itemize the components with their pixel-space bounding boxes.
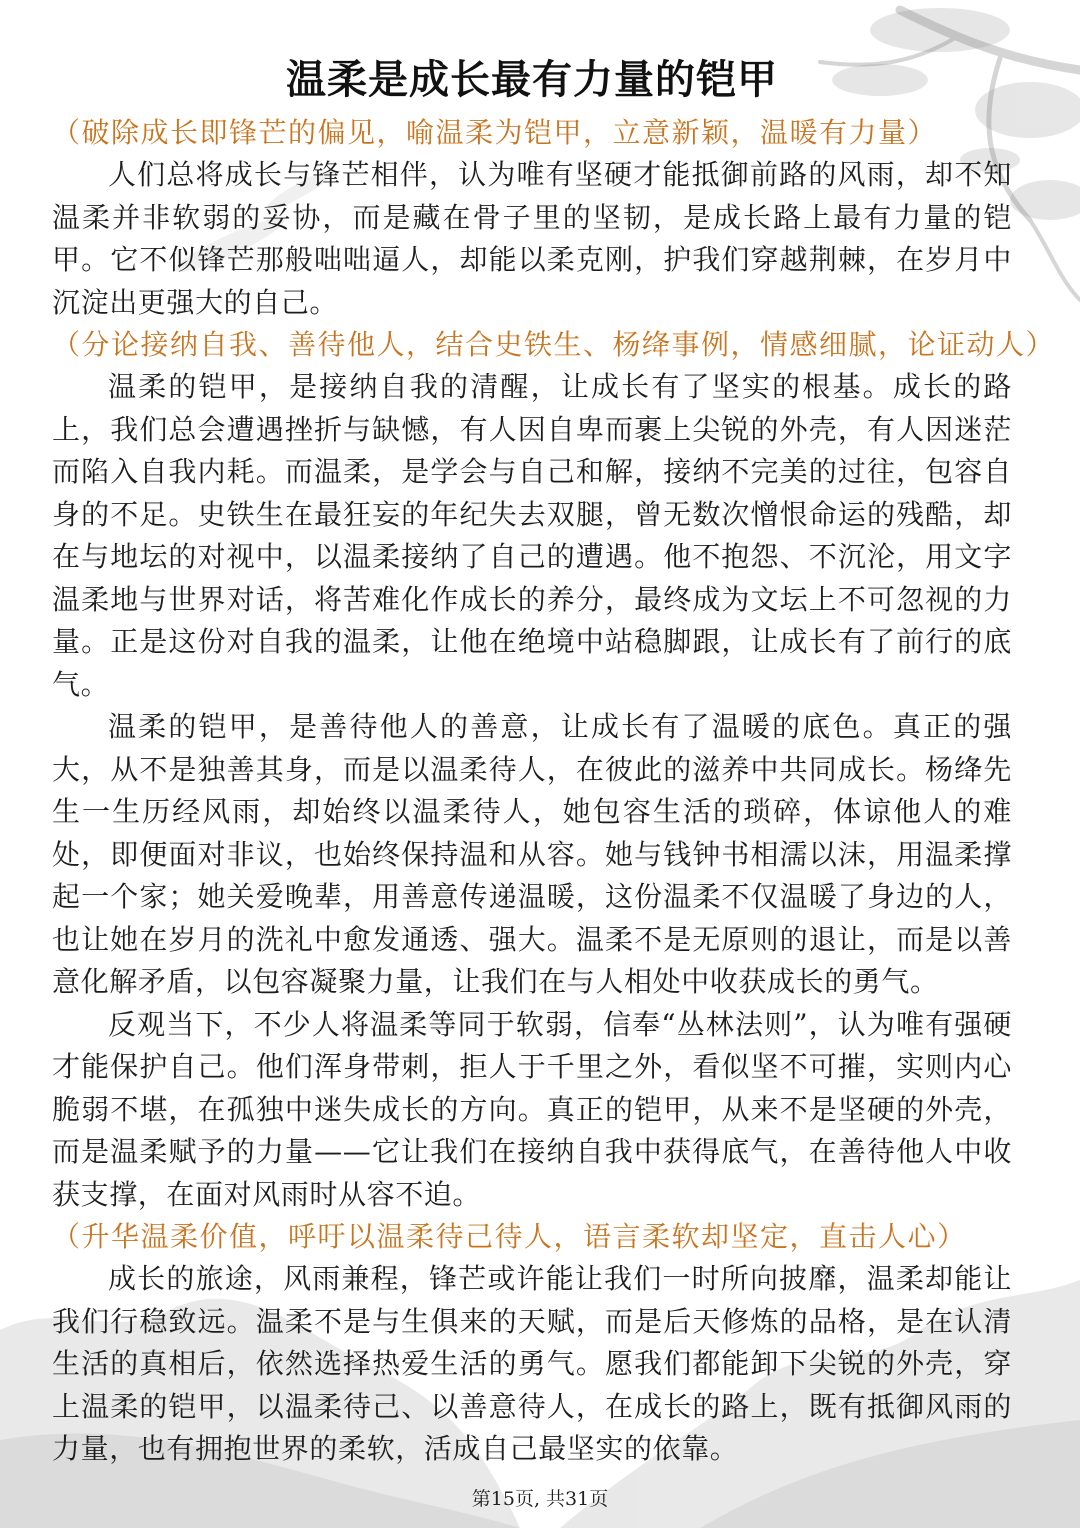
page-title: 温柔是成长最有力量的铠甲 <box>286 56 778 103</box>
annotation-note-2: （分论接纳自我、善待他人，结合史铁生、杨绛事例，情感细腻，论证动人） <box>52 328 1056 361</box>
paragraph-5: 成长的旅途，风雨兼程，锋芒或许能让我们一时所向披靡，温柔却能让我们行稳致远。温柔不是与生俱来的天赋，而是后天修炼的品格，是在认清生活的真相后，依然选择热爱生活的勇气。愿我们都能卸下尖锐的外壳，穿上温柔的铠甲，以温柔待己、以善意待人，在成长的路上，既有抵御风雨的力量，也有拥抱世界的柔软，活成自己最坚实的依靠。 <box>52 1262 1012 1465</box>
paragraph-2: 温柔的铠甲，是接纳自我的清醒，让成长有了坚实的根基。成长的路上，我们总会遭遇挫折与缺憾，有人因自卑而裹上尖锐的外壳，有人因迷茫而陷入自我内耗。而温柔，是学会与自己和解，接纳不完美的过往，包容自身的不足。史铁生在最狂妄的年纪失去双腿，曾无数次憎恨命运的残酷，却在与地坛的对视中，以温柔接纳了自己的遭遇。他不抱怨、不沉沦，用文字温柔地与世界对话，将苦难化作成长的养分，最终成为文坛上不可忽视的力量。正是这份对自我的温柔，让他在绝境中站稳脚跟，让成长有了前行的底气。 <box>52 370 1012 701</box>
paragraph-4: 反观当下，不少人将温柔等同于软弱，信奉“丛林法则”，认为唯有强硬才能保护自己。他们浑身带刺，拒人于千里之外，看似坚不可摧，实则内心脆弱不堪，在孤独中迷失成长的方向。真正的铠甲，从来不是坚硬的外壳，而是温柔赋予的力量——它让我们在接纳自我中获得底气，在善待他人中收获支撑，在面对风雨时从容不迫。 <box>52 1007 1012 1211</box>
page-number: 第15页, 共31页 <box>471 1488 609 1510</box>
article <box>52 52 1056 1471</box>
paragraph-1: 人们总将成长与锋芒相伴，认为唯有坚硬才能抵御前路的风雨，却不知温柔并非软弱的妥协，而是藏在骨子里的坚韧，是成长路上最有力量的铠甲。它不似锋芒那般咄咄逼人，却能以柔克刚，护我们穿越荆棘，在岁月中沉淀出更强大的自己。 <box>52 158 1012 319</box>
annotation-note-3: （升华温柔价值，呼吁以温柔待己待人，语言柔软却坚定，直击人心） <box>52 1220 967 1253</box>
paragraph-3: 温柔的铠甲，是善待他人的善意，让成长有了温暖的底色。真正的强大，从不是独善其身，而是以温柔待人，在彼此的滋养中共同成长。杨绛先生一生历经风雨，却始终以温柔待人，她包容生活的琐碎，体谅他人的难处，即便面对非议，也始终保持温和从容。她与钱钟书相濡以沫，用温柔撑起一个家；她关爱晚辈，用善意传递温暖，这份温柔不仅温暖了身边的人，也让她在岁月的洗礼中愈发通透、强大。温柔不是无原则的退让，而是以善意化解矛盾，以包容凝聚力量，让我们在与人相处中收获成长的勇气。 <box>52 710 1012 998</box>
annotation-note-1: （破除成长即锋芒的偏见，喻温柔为铠甲，立意新颖，温暖有力量） <box>52 116 938 149</box>
